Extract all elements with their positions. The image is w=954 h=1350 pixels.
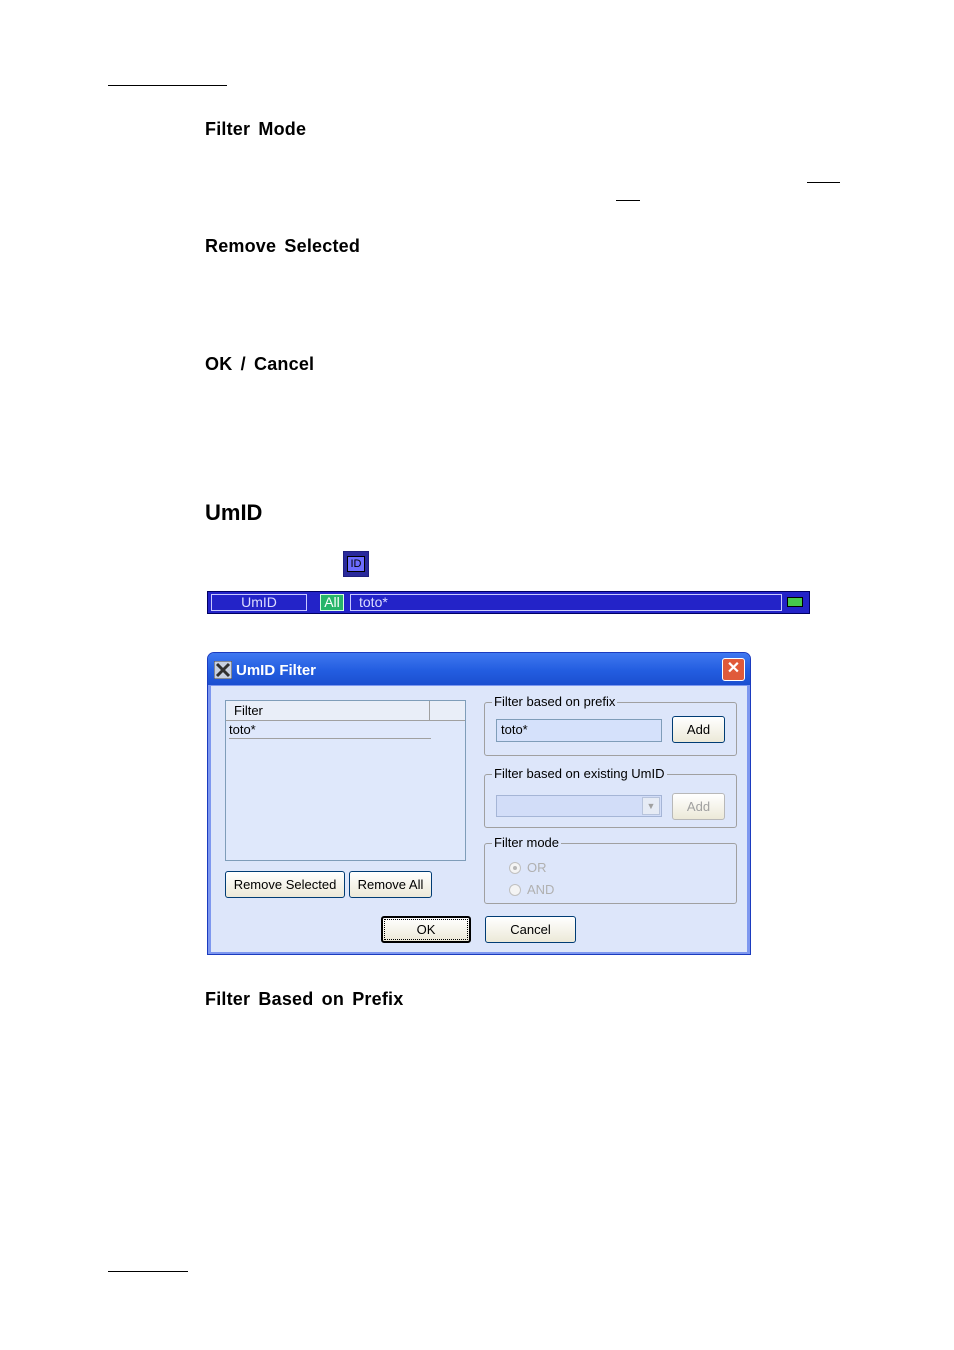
radio-or[interactable] xyxy=(509,860,547,876)
add-existing-button[interactable]: Add xyxy=(672,793,725,820)
remove-selected-button[interactable]: Remove Selected xyxy=(225,871,345,898)
radio-or-label: OR xyxy=(527,860,547,875)
dialog-title: UmID Filter xyxy=(236,662,317,679)
prefix-input[interactable]: toto* xyxy=(496,719,662,742)
umid-bar-value[interactable]: toto* xyxy=(350,594,782,611)
dialog-titlebar[interactable] xyxy=(208,653,750,685)
top-rule xyxy=(108,85,227,86)
radio-or-indicator[interactable] xyxy=(509,862,521,874)
filter-list-header xyxy=(226,701,465,721)
umid-filter-dialog xyxy=(207,652,751,955)
id-icon xyxy=(343,551,369,577)
id-icon-label: ID xyxy=(347,556,365,572)
prefix-group xyxy=(484,694,737,756)
heading-filter-mode: Filter Mode xyxy=(205,119,307,139)
column-header-filter[interactable]: Filter xyxy=(226,701,430,720)
close-icon: ✕ xyxy=(726,660,741,677)
remove-all-button[interactable]: Remove All xyxy=(349,871,432,898)
plug-icon[interactable] xyxy=(784,594,806,611)
add-prefix-button[interactable]: Add xyxy=(672,716,725,743)
underline-mark xyxy=(807,182,840,183)
heading-umid: UmID xyxy=(205,500,263,525)
prefix-group-label: Filter based on prefix xyxy=(494,694,616,709)
filter-mode-group-label: Filter mode xyxy=(494,835,560,850)
dialog-body xyxy=(211,686,747,952)
filter-list[interactable] xyxy=(225,700,466,861)
existing-umid-group xyxy=(484,766,737,828)
existing-umid-group-label: Filter based on existing UmID xyxy=(494,766,665,781)
umid-filter-bar[interactable] xyxy=(207,591,810,614)
existing-umid-select[interactable] xyxy=(496,795,662,817)
radio-and[interactable] xyxy=(509,882,554,898)
radio-and-indicator[interactable] xyxy=(509,884,521,896)
cancel-button[interactable]: Cancel xyxy=(485,916,576,943)
umid-bar-mode-badge[interactable]: All xyxy=(320,594,344,611)
filter-mode-group xyxy=(484,835,737,904)
chevron-down-icon[interactable]: ▼ xyxy=(642,797,660,815)
umid-bar-label: UmID xyxy=(211,594,307,611)
heading-ok-cancel: OK / Cancel xyxy=(205,354,315,374)
close-button[interactable] xyxy=(722,658,745,681)
ok-button[interactable]: OK xyxy=(381,916,471,943)
underline-mark xyxy=(616,200,640,201)
bottom-rule xyxy=(108,1271,188,1272)
heading-remove-selected: Remove Selected xyxy=(205,236,361,256)
heading-filter-based-on-prefix: Filter Based on Prefix xyxy=(205,989,404,1009)
list-item[interactable]: toto* xyxy=(229,722,431,739)
tools-icon xyxy=(214,661,232,679)
radio-and-label: AND xyxy=(527,882,555,897)
